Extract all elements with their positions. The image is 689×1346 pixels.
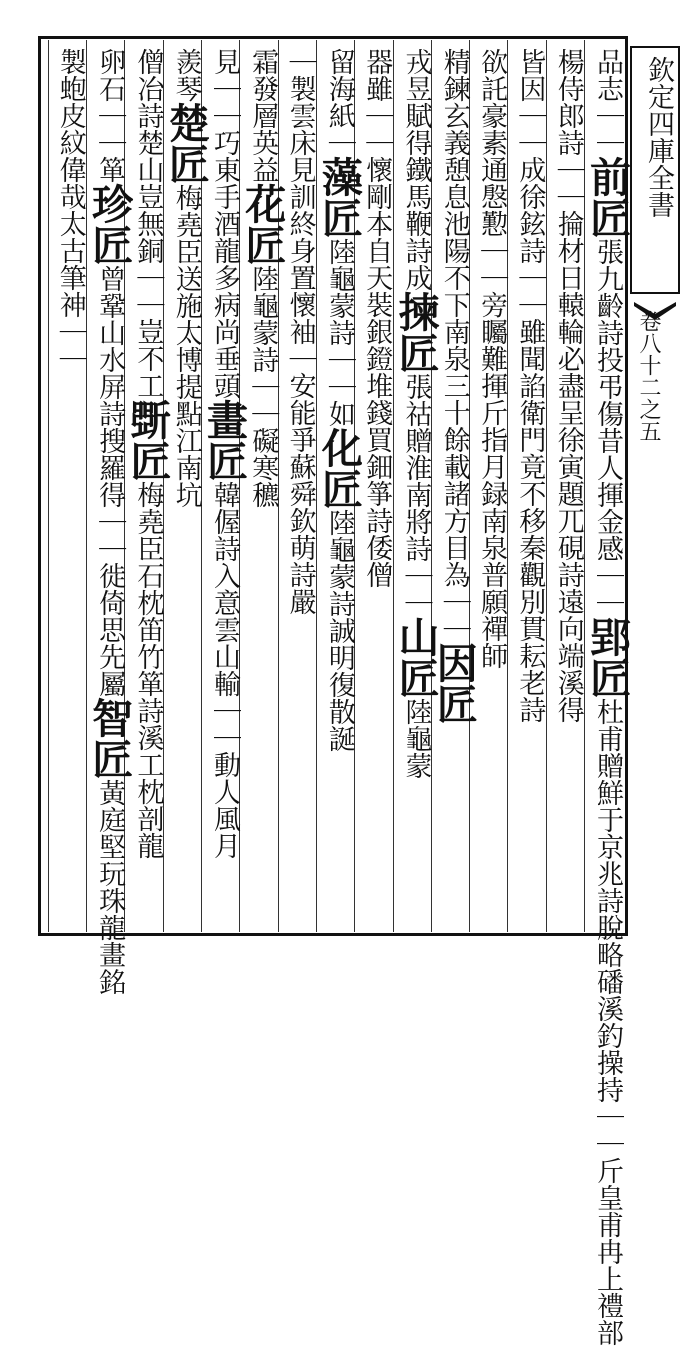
- column-text: 裝銀鐙堆錢買鈿箏: [361, 291, 393, 507]
- volume-label: 卷八十二之五: [636, 310, 661, 442]
- heading-term: 山匠: [391, 616, 440, 698]
- column-text: 張九齡詩投弔傷: [592, 238, 623, 427]
- column-text: 陸龜蒙: [400, 698, 432, 779]
- text-column: [513, 48, 546, 723]
- column-text: 詩倭僧: [361, 507, 393, 588]
- column-text: 皆因｜｜成徐鉉詩｜｜雖聞諂衛門竟不移秦觀別貫耘老詩: [514, 48, 546, 723]
- text-column: [284, 48, 317, 615]
- column-text: 冶詩楚山豈無銅｜｜豈不工: [132, 75, 164, 399]
- text-column: [54, 48, 87, 372]
- column-text: 東手酒龍多病尚垂頭: [209, 156, 240, 399]
- heading-term: 因匠: [429, 642, 478, 724]
- column-text: 陸龜蒙詩｜｜礙寒穮: [247, 265, 279, 508]
- column-text: 昔人揮金感｜｜: [592, 427, 623, 616]
- text-column: [238, 48, 287, 508]
- column-text: 杜甫贈鮮于京兆詩脫略磻溪: [592, 698, 623, 1022]
- heading-term: 楚匠: [161, 102, 210, 184]
- column-text: 輸｜｜動人風月: [209, 670, 240, 859]
- heading-term: 斲匠: [123, 399, 172, 481]
- column-text: 楊侍郎詩｜｜掄材日轅輪必盡呈徐寅題兀硯詩遠向端溪得: [552, 48, 584, 723]
- text-column: [475, 48, 508, 669]
- text-column: [429, 48, 478, 724]
- column-text: ｜安能爭蘇舜欽萌詩嚴: [284, 345, 316, 615]
- heading-term: 化匠: [314, 427, 363, 509]
- column-text: 製蚫皮紋: [54, 48, 86, 156]
- heading-term: 花匠: [238, 183, 287, 265]
- column-text: 箪詩溪工枕剖龍: [132, 670, 164, 859]
- text-column: [85, 48, 134, 995]
- column-text: 欲託豪素通慇懃｜｜旁矚難揮斤指月録南泉普願禪師: [476, 48, 508, 669]
- column-text: 釣操持｜｜斤皇甫冉上禮部: [592, 1022, 623, 1346]
- column-text: 陸龜蒙詩｜｜如: [323, 238, 355, 427]
- heading-term: 畫匠: [200, 399, 248, 481]
- column-text: ｜｜: [592, 102, 623, 156]
- text-column: [123, 48, 172, 859]
- column-text: 陸龜蒙詩誠明復散誕: [323, 509, 355, 752]
- heading-term: 藻匠: [314, 156, 363, 238]
- heading-term: 郢匠: [583, 616, 631, 698]
- margin-title-box: [630, 46, 680, 294]
- column-text: 偉哉太古筆神｜｜: [54, 156, 86, 372]
- column-rule: [48, 40, 49, 932]
- text-column: [583, 48, 631, 1346]
- column-text: 精鍊玄義憩息池陽不下南泉三十餘載諸方目為｜｜: [438, 48, 470, 642]
- column-text: 霜發層英益: [247, 48, 279, 183]
- column-text: 梅堯臣石枕笛竹: [132, 481, 164, 670]
- book-title: 欽定四庫全書: [643, 56, 674, 218]
- text-column: [391, 48, 440, 779]
- column-text: 見訓終身置懷袖: [284, 156, 316, 345]
- column-text: 戎昱賦得鐵馬鞭詩成: [400, 48, 432, 291]
- column-text: 得｜｜徙倚思先屬: [94, 481, 126, 697]
- column-text: 曾鞏山水屏詩搜羅: [94, 265, 126, 481]
- column-text: 張祜贈淮南將詩｜｜: [400, 373, 432, 616]
- column-text: 卵石｜｜箪: [94, 48, 126, 183]
- heading-term: 智匠: [85, 697, 134, 779]
- column-text: ｜製雲床: [284, 48, 316, 156]
- column-text: 韓偓詩入意雲山: [209, 481, 240, 670]
- column-text: 梅堯臣送施太博提點江南坑: [170, 184, 202, 508]
- column-text: 器雖｜｜懷剛本自天: [361, 48, 393, 291]
- column-text: 留海紙｜: [323, 48, 355, 156]
- text-column: [314, 48, 363, 752]
- text-column: [360, 48, 393, 588]
- column-text: 品志: [592, 48, 623, 102]
- heading-term: 珍匠: [85, 183, 134, 265]
- column-text: 見｜｜巧: [209, 48, 240, 156]
- text-column: [161, 48, 210, 508]
- heading-term: 前匠: [583, 156, 631, 238]
- column-text: 羨琴: [170, 48, 202, 102]
- text-column: [200, 48, 248, 859]
- text-column: [552, 48, 585, 723]
- heading-term: 揀匠: [391, 291, 440, 373]
- column-text: 僧: [132, 48, 164, 75]
- column-text: 黃庭堅玩珠龍畫銘: [94, 779, 126, 995]
